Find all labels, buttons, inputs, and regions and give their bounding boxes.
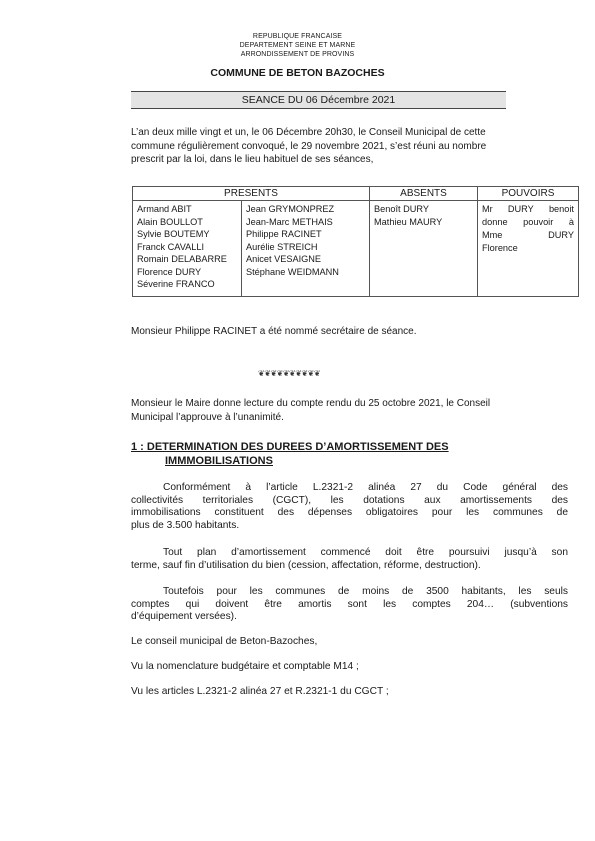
- header-departement: DEPARTEMENT SEINE ET MARNE: [239, 42, 356, 49]
- pouvoir-word: donne: [482, 217, 508, 227]
- member-name: Romain DELABARRE: [137, 254, 227, 264]
- maire-line: Municipal l’approuve à l’unanimité.: [131, 411, 284, 423]
- section-title-line-2: IMMMOBILISATIONS: [165, 455, 273, 467]
- member-name: Philippe RACINET: [246, 229, 322, 239]
- pouvoirs-header: POUVOIRS: [478, 187, 579, 201]
- attendance-header-row: [133, 187, 579, 201]
- member-name: Stéphane WEIDMANN: [246, 266, 339, 277]
- member-name: Florence DURY: [137, 266, 202, 277]
- pouvoir-word: à: [568, 217, 574, 227]
- paragraph-line: Conformément à l’article L.2321-2 alinéa 27 du Code général des: [163, 482, 568, 493]
- pouvoir-word: Mr: [482, 204, 493, 214]
- paragraph-conformement: [131, 482, 568, 532]
- pouvoir-word: Mme: [482, 230, 503, 240]
- pouvoirs-col: [478, 201, 579, 297]
- paragraph-line: Toutefois pour les communes de moins de 3500 habitants, les seuls: [163, 586, 568, 597]
- pouvoir-line: [482, 229, 574, 242]
- member-name: Franck CAVALLI: [137, 241, 205, 252]
- intro-paragraph: [131, 126, 511, 167]
- pouvoir-word: Florence: [482, 243, 518, 253]
- paragraph-vu-articles: Vu les articles L.2321-2 alinéa 27 et R.2321-1 du CGCT ;: [131, 686, 389, 697]
- paragraph-plan: [131, 547, 568, 572]
- pouvoir-word: DURY: [507, 204, 534, 214]
- member-name: Séverine FRANCO: [137, 279, 215, 289]
- member-name: Aurélie STREICH: [246, 241, 318, 252]
- presents-col-2: [242, 201, 370, 297]
- pouvoir-line: [482, 242, 574, 255]
- paragraph-line: collectivités territoriales (CGCT), les dotations aux amortissements des: [131, 494, 568, 506]
- attendance-body-row: [133, 201, 579, 297]
- member-name: Jean GRYMONPREZ: [246, 204, 335, 214]
- pouvoir-line: [482, 216, 574, 229]
- member-name: Sylvie BOUTEMY: [137, 229, 210, 239]
- member-name: Alain BOULLOT: [137, 216, 203, 227]
- presents-header: PRESENTS: [133, 187, 370, 201]
- seance-banner: [131, 91, 506, 109]
- maire-line: Monsieur le Maire donne lecture du compte rendu du 25 octobre 2021, le Conseil: [131, 398, 491, 409]
- secretaire-line: Monsieur Philippe RACINET a été nommé secrétaire de séance.: [131, 326, 417, 337]
- attendance-table: [132, 186, 579, 297]
- pouvoir-line: [482, 203, 574, 216]
- absent-name: Benoît DURY: [374, 204, 429, 214]
- absents-header: ABSENTS: [370, 187, 478, 201]
- paragraph-line: Tout plan d’amortissement commencé doit être poursuivi jusqu’à son: [163, 547, 568, 558]
- pouvoir-word: pouvoir: [523, 217, 554, 227]
- paragraph-line: d’équipement versées).: [131, 611, 237, 622]
- member-name: Armand ABIT: [137, 204, 192, 214]
- absents-col: [370, 201, 478, 297]
- paragraph-line: plus de 3.500 habitants.: [131, 519, 240, 531]
- ornament-divider: ❦❦❦❦❦❦❦❦❦❦: [258, 369, 321, 378]
- pouvoir-word: benoit: [548, 204, 574, 214]
- paragraph-line: comptes qui doivent être amortis sont les comptes 204… (subventions: [131, 598, 568, 610]
- member-name: Jean-Marc METHAIS: [246, 216, 333, 227]
- pouvoir-word: DURY: [548, 230, 574, 240]
- commune-title: COMMUNE DE BETON BAZOCHES: [210, 67, 385, 79]
- section-title-line-1: 1 : DETERMINATION DES DUREES D’AMORTISSEMENT DES: [131, 441, 449, 453]
- intro-line: commune régulièrement convoqué, le 29 novembre 2021, s’est réuni au nombre: [131, 140, 487, 152]
- paragraph-vu-nomenclature: Vu la nomenclature budgétaire et comptable M14 ;: [131, 661, 359, 672]
- intro-line: prescrit par la loi, dans le lieu habituel de ses séances,: [131, 154, 374, 165]
- presents-col-1: [133, 201, 242, 297]
- section-title: [131, 440, 449, 468]
- header-arrondissement: ARRONDISSEMENT DE PROVINS: [240, 51, 355, 58]
- paragraph-line: terme, sauf fin d’utilisation du bien (cession, affectation, réforme, destruction).: [131, 559, 481, 571]
- absent-name: Mathieu MAURY: [374, 216, 443, 227]
- paragraph-conseil: Le conseil municipal de Beton-Bazoches,: [131, 636, 318, 647]
- header-republique: REPUBLIQUE FRANCAISE: [252, 33, 343, 40]
- seance-date: SEANCE DU 06 Décembre 2021: [241, 94, 396, 106]
- maire-paragraph: [131, 397, 571, 424]
- intro-line: L’an deux mille vingt et un, le 06 Décembre 20h30, le Conseil Municipal de cette: [131, 127, 486, 138]
- paragraph-toutefois: [131, 586, 568, 624]
- member-name: Anicet VESAIGNE: [246, 254, 322, 264]
- paragraph-line: immobilisations constituent des dépenses obligatoires pour les communes de: [131, 507, 568, 518]
